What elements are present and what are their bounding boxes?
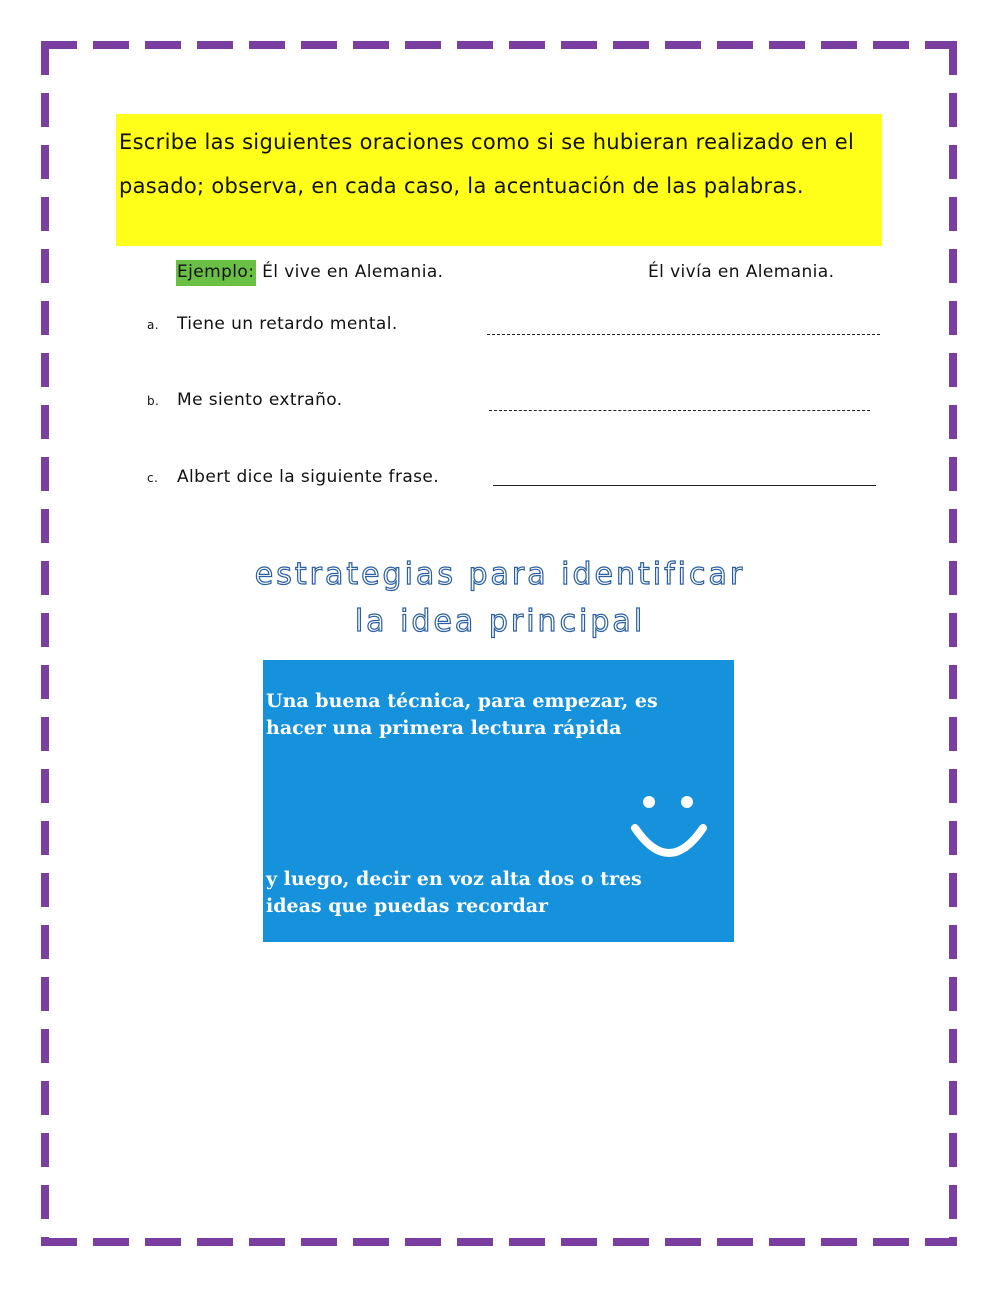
answer-line-b[interactable]: [489, 410, 870, 411]
strategy-image: [263, 660, 734, 942]
smiley-icon: [629, 790, 709, 870]
example-label: Ejemplo:: [176, 260, 256, 286]
strategy-title-line-1: estrategias para identificar: [254, 557, 746, 592]
image-text-top: Una buena técnica, para empezar, es hacer una primera lectura rápida: [266, 690, 658, 739]
item-sentence: Me siento extraño.: [177, 390, 343, 410]
border-left: [41, 41, 49, 1246]
instructions-box: Escribe las siguientes oraciones como si se hubieran realizado en el pasado; observa, en cada caso, la acentuación de las palabras.: [116, 114, 882, 246]
answer-line-a[interactable]: [487, 334, 880, 335]
item-letter: c.: [147, 471, 159, 485]
strategy-title-line-2: la idea principal: [354, 604, 646, 639]
example-answer: Él vivía en Alemania.: [648, 262, 835, 282]
item-sentence: Tiene un retardo mental.: [177, 314, 398, 334]
border-top: [41, 41, 957, 49]
example-text: Él vive en Alemania.: [256, 262, 444, 282]
border-bottom: [41, 1238, 957, 1246]
item-letter: a.: [147, 318, 159, 332]
image-text-bottom: y luego, decir en voz alta dos o tres ideas que puedas recordar: [266, 868, 642, 917]
answer-line-c[interactable]: [493, 485, 876, 486]
border-right: [949, 41, 957, 1246]
item-sentence: Albert dice la siguiente frase.: [177, 467, 440, 487]
item-letter: b.: [147, 394, 160, 408]
example-sentence: [176, 262, 443, 282]
